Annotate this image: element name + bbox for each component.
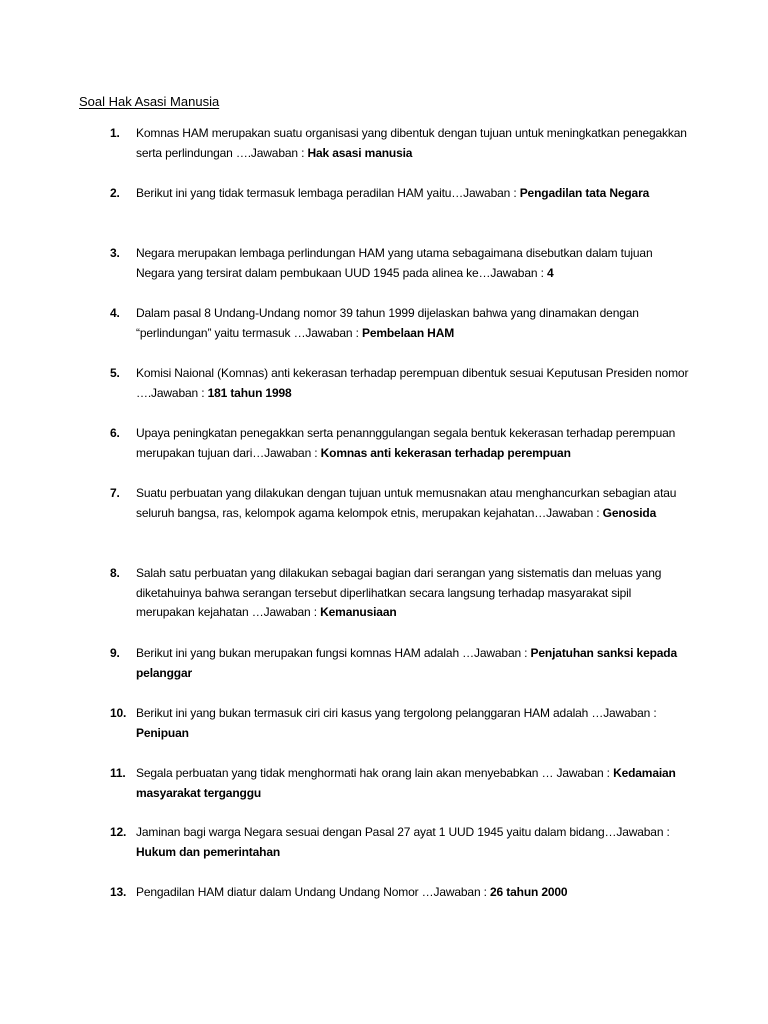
item-number: 3. bbox=[110, 246, 120, 260]
item-text bbox=[136, 823, 690, 862]
list-item bbox=[110, 184, 690, 204]
answer-text: Penipuan bbox=[136, 725, 189, 740]
answer-text: 26 tahun 2000 bbox=[490, 885, 568, 899]
list-item bbox=[110, 364, 690, 403]
list-item bbox=[110, 704, 690, 743]
question-text: Berikut ini yang tidak termasuk lembaga peradilan HAM yaitu…Jawaban : bbox=[136, 186, 520, 200]
item-number: 13. bbox=[110, 885, 127, 899]
list-item bbox=[110, 484, 690, 523]
item-number: 10. bbox=[110, 706, 127, 720]
question-text: Salah satu perbuatan yang dilakukan sebagai bagian dari serangan yang sistematis dan meluas yang diketahuinya bahwa serangan tersebut diperlihatkan secara langsung terhadap masyarakat sipil merupakan kejahatan …Jawaban : bbox=[136, 566, 662, 619]
list-item bbox=[110, 883, 690, 903]
item-number: 9. bbox=[110, 646, 120, 660]
answer-text: Genosida bbox=[602, 505, 657, 520]
question-text: Dalam pasal 8 Undang-Undang nomor 39 tahun 1999 dijelaskan bahwa yang dinamakan dengan “perlindungan” yaitu termasuk …Jawaban : bbox=[136, 306, 639, 340]
item-text bbox=[136, 564, 690, 623]
item-text bbox=[136, 304, 690, 343]
list-item bbox=[110, 564, 690, 623]
question-text: Segala perbuatan yang tidak menghormati hak orang lain akan menyebabkan … Jawaban : bbox=[136, 766, 614, 780]
list-item bbox=[110, 244, 690, 283]
answer-text: Pengadilan tata Negara bbox=[519, 186, 650, 200]
item-text bbox=[136, 484, 690, 523]
item-text bbox=[136, 364, 690, 403]
item-text bbox=[136, 124, 690, 163]
item-text bbox=[136, 644, 690, 683]
item-number: 12. bbox=[110, 825, 127, 839]
item-number: 5. bbox=[110, 366, 120, 380]
item-text bbox=[136, 764, 690, 803]
item-text bbox=[136, 424, 690, 463]
answer-text: Hak asasi manusia bbox=[307, 145, 413, 160]
item-number: 2. bbox=[110, 186, 120, 200]
question-text: Pengadilan HAM diatur dalam Undang Undang Nomor …Jawaban : bbox=[136, 885, 491, 899]
list-item bbox=[110, 124, 690, 163]
item-number: 6. bbox=[110, 426, 120, 440]
answer-text: 4 bbox=[546, 265, 554, 280]
answer-text: Pembelaan HAM bbox=[361, 325, 455, 340]
answer-text: Hukum dan pemerintahan bbox=[136, 844, 281, 859]
question-text: Suatu perbuatan yang dilakukan dengan tujuan untuk memusnakan atau menghancurkan sebagian atau seluruh bangsa, ras, kelompok agama kelompok etnis, merupakan kejahatan…Jawaban : bbox=[136, 486, 677, 520]
item-number: 8. bbox=[110, 566, 120, 580]
item-text bbox=[136, 883, 690, 903]
list-item bbox=[110, 424, 690, 463]
answer-text: 181 tahun 1998 bbox=[207, 385, 292, 400]
list-item bbox=[110, 764, 690, 803]
document-title: Soal Hak Asasi Manusia bbox=[79, 94, 220, 109]
item-number: 7. bbox=[110, 486, 120, 500]
list-item bbox=[110, 644, 690, 683]
question-text: Berikut ini yang bukan merupakan fungsi komnas HAM adalah …Jawaban : bbox=[136, 646, 531, 660]
question-text: Negara merupakan lembaga perlindungan HAM yang utama sebagaimana disebutkan dalam tujuan Negara yang tersirat dalam pembukaan UUD 1945 pada alinea ke…Jawaban : bbox=[136, 246, 653, 280]
item-text bbox=[136, 184, 690, 204]
item-number: 11. bbox=[110, 766, 126, 780]
list-item bbox=[110, 304, 690, 343]
question-text: Komnas HAM merupakan suatu organisasi yang dibentuk dengan tujuan untuk meningkatkan penegakkan serta perlindungan ….Jawaban : bbox=[136, 126, 687, 160]
question-text: Komisi Naional (Komnas) anti kekerasan terhadap perempuan dibentuk sesuai Keputusan Presiden nomor ….Jawaban : bbox=[136, 366, 689, 400]
item-number: 1. bbox=[110, 126, 120, 140]
answer-text: Penjatuhan sanksi kepada pelanggar bbox=[136, 646, 678, 680]
question-text: Berikut ini yang bukan termasuk ciri ciri kasus yang tergolong pelanggaran HAM adalah …Jawaban : bbox=[136, 706, 657, 720]
item-text bbox=[136, 244, 690, 283]
item-text bbox=[136, 704, 690, 743]
question-text: Upaya peningkatan penegakkan serta penannggulangan segala bentuk kekerasan terhadap perempuan merupakan tujuan dari…Jawaban : bbox=[136, 426, 676, 460]
answer-text: Kedamaian masyarakat terganggu bbox=[136, 766, 676, 800]
answer-text: Kemanusiaan bbox=[320, 605, 397, 619]
list-item bbox=[110, 823, 690, 862]
item-number: 4. bbox=[110, 306, 120, 320]
answer-text: Komnas anti kekerasan terhadap perempuan bbox=[320, 445, 571, 460]
question-text: Jaminan bagi warga Negara sesuai dengan Pasal 27 ayat 1 UUD 1945 yaitu dalam bidang…Jawaban : bbox=[136, 825, 670, 839]
